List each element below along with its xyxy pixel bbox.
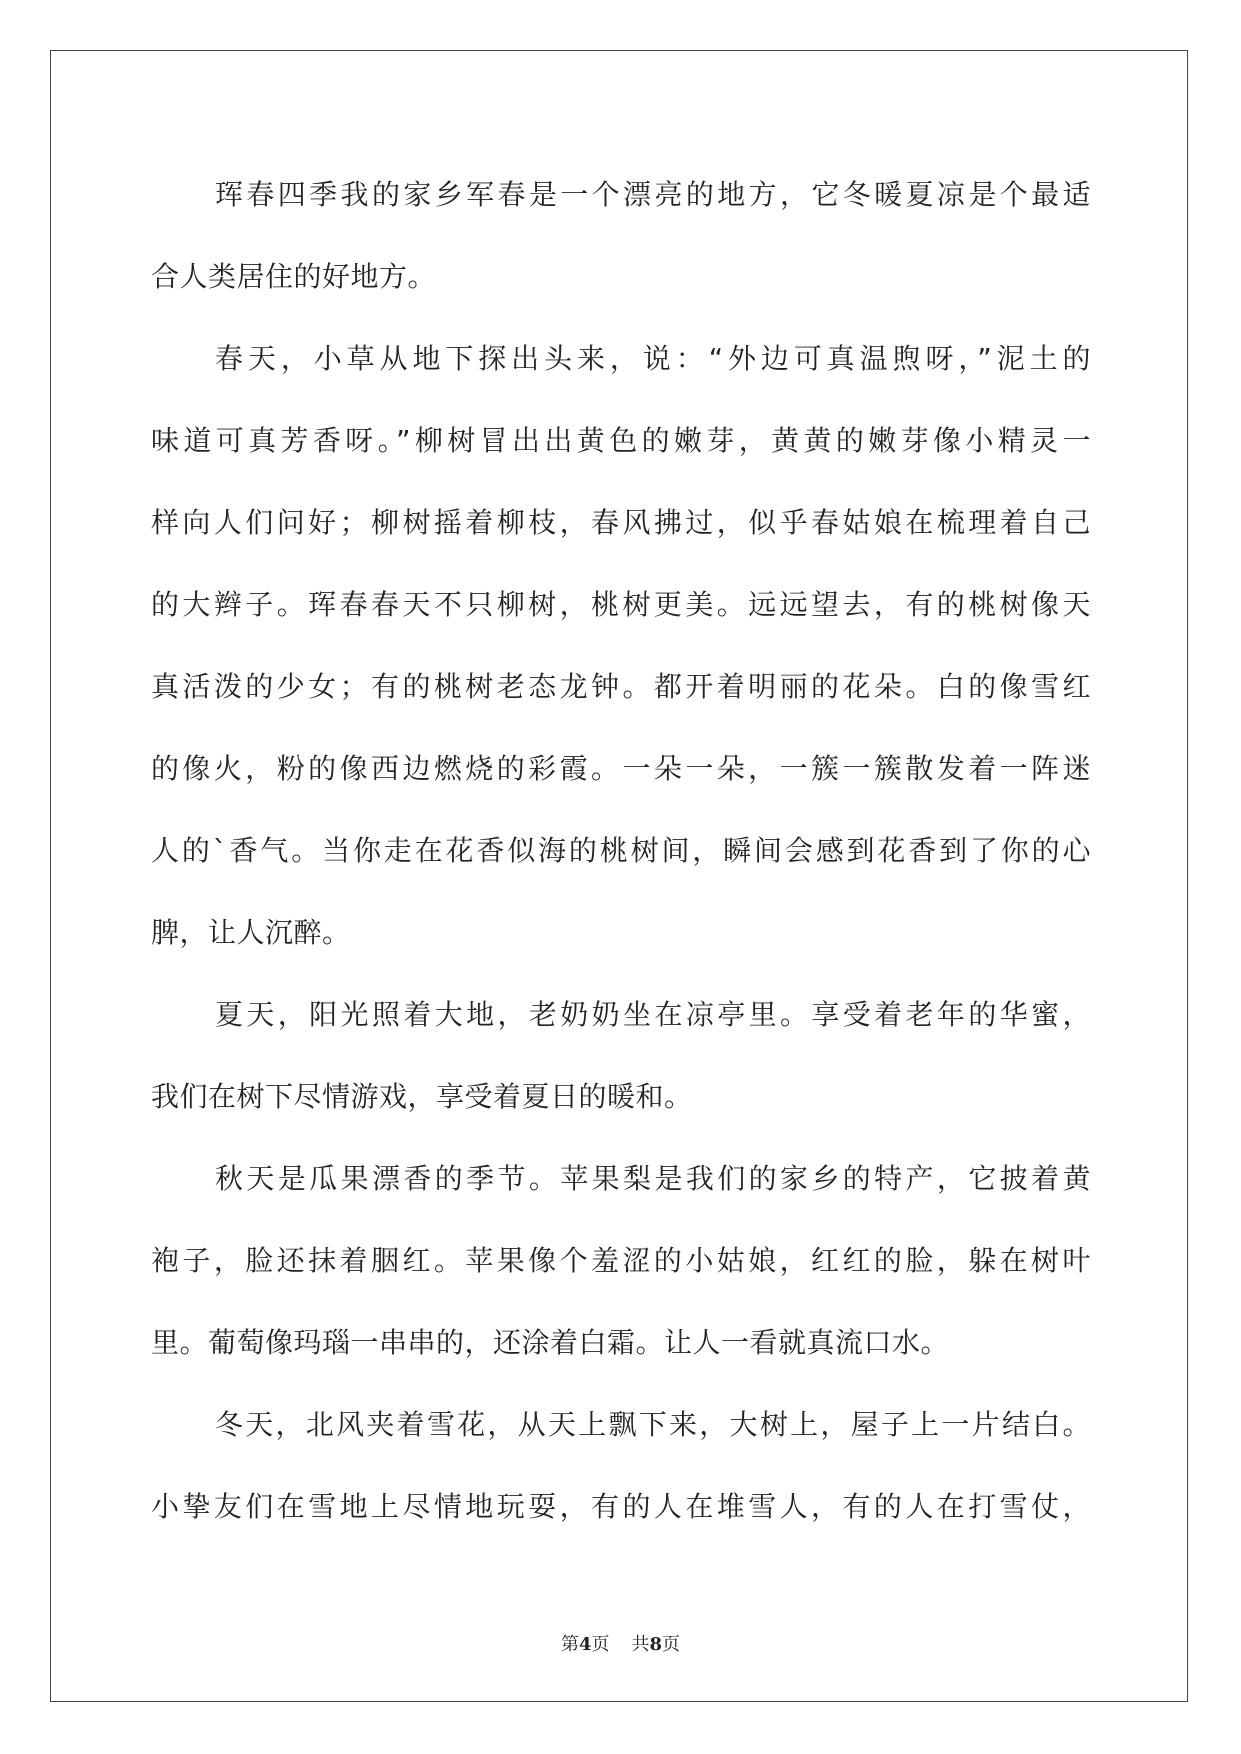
text-line: 样向人们问好；柳树摇着柳枝，春风拂过，似乎春姑娘在梳理着自己 (151, 506, 1091, 539)
text-line: 合人类居住的好地方。 (151, 260, 437, 293)
text-line: 珲春四季我的家乡军春是一个漂亮的地方，它冬暖夏凉是个最适 (215, 178, 1091, 211)
page-footer (0, 1630, 1241, 1656)
text-line: 真活泼的少女；有的桃树老态龙钟。都开着明丽的花朵。白的像雪红 (151, 670, 1091, 703)
text-line: 我们在树下尽情游戏，享受着夏日的暖和。 (151, 1080, 693, 1113)
page-label-prefix: 第 (560, 1634, 579, 1655)
text-line: 袍子，脸还抹着胭红。苹果像个羞涩的小姑娘，红红的脸，躲在树叶 (151, 1244, 1091, 1277)
total-label-prefix: 共 (631, 1634, 650, 1655)
total-page-number: 8 (649, 1634, 663, 1655)
text-line: 春天，小草从地下探出头来，说：“外边可真温煦呀，”泥土的 (215, 342, 1091, 375)
current-page-number: 4 (578, 1634, 592, 1655)
text-line: 冬天，北风夹着雪花，从天上飘下来，大树上，屋子上一片结白。 (215, 1408, 1091, 1441)
total-label-suffix: 页 (662, 1634, 681, 1655)
text-line: 脾，让人沉醉。 (151, 916, 351, 949)
text-line: 里。葡萄像玛瑙一串串的，还涂着白霜。让人一看就真流口水。 (151, 1326, 950, 1359)
text-line: 夏天，阳光照着大地，老奶奶坐在凉亭里。享受着老年的华蜜， (215, 998, 1091, 1031)
text-line: 味道可真芳香呀。”柳树冒出出黄色的嫩芽，黄黄的嫩芽像小精灵一 (151, 424, 1091, 457)
text-line: 的大辫子。珲春春天不只柳树，桃树更美。远远望去，有的桃树像天 (151, 588, 1091, 621)
text-line: 秋天是瓜果漂香的季节。苹果梨是我们的家乡的特产，它披着黄 (215, 1162, 1091, 1195)
text-line: 人的`香气。当你走在花香似海的桃树间，瞬间会感到花香到了你的心 (151, 834, 1091, 867)
document-body (151, 165, 1091, 1559)
text-line: 小挚友们在雪地上尽情地玩耍，有的人在堆雪人，有的人在打雪仗， (151, 1490, 1091, 1523)
text-line: 的像火，粉的像西边燃烧的彩霞。一朵一朵，一簇一簇散发着一阵迷 (151, 752, 1091, 785)
page-label-suffix: 页 (591, 1634, 610, 1655)
